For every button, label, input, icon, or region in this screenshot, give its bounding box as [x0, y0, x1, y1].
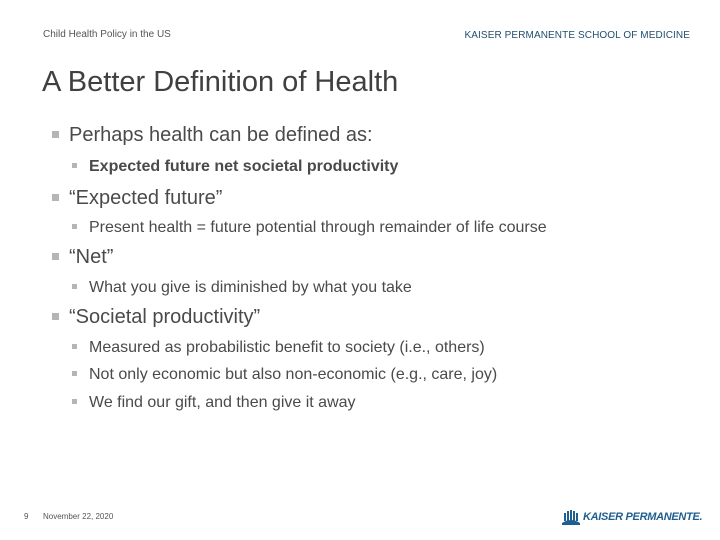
bullet-marker-icon [52, 131, 59, 138]
slide-title: A Better Definition of Health [42, 66, 399, 98]
header-school-name: KAISER PERMANENTE SCHOOL OF MEDICINE [464, 30, 690, 41]
kp-sunburst-icon [562, 509, 580, 525]
bullet-marker-icon [52, 194, 59, 201]
header-course-title: Child Health Policy in the US [43, 29, 171, 40]
bullet-text: What you give is diminished by what you take [89, 279, 412, 296]
bullet-marker-icon [52, 253, 59, 260]
bullet-marker-icon [72, 163, 77, 168]
bullet-marker-icon [72, 371, 77, 376]
bullet-marker-icon [72, 399, 77, 404]
bullet-level2 [72, 158, 398, 176]
bullet-level2 [72, 219, 547, 237]
bullet-text: We find our gift, and then give it away [89, 394, 356, 411]
bullet-level2 [72, 339, 485, 357]
bullet-text: “Net” [69, 246, 114, 268]
bullet-text: Expected future net societal productivity [89, 158, 399, 175]
page-number: 9 [24, 512, 29, 521]
logo-wordmark: KAISER PERMANENTE. [583, 511, 703, 523]
bullet-text: Perhaps health can be defined as: [69, 124, 373, 146]
bullet-text: Measured as probabilistic benefit to society (i.e., others) [89, 339, 485, 356]
bullet-text: Not only economic but also non-economic (e.g., care, joy) [89, 366, 498, 383]
bullet-text: “Expected future” [69, 187, 223, 209]
bullet-level1 [52, 187, 222, 210]
bullet-level1 [52, 246, 113, 269]
bullet-marker-icon [72, 344, 77, 349]
bullet-marker-icon [72, 284, 77, 289]
bullet-level2 [72, 394, 356, 412]
bullet-level1 [52, 124, 373, 147]
bullet-marker-icon [72, 224, 77, 229]
bullet-level2 [72, 366, 497, 384]
bullet-text: Present health = future potential through remainder of life course [89, 219, 547, 236]
bullet-level1 [52, 306, 260, 329]
bullet-marker-icon [52, 313, 59, 320]
kaiser-permanente-logo [562, 506, 702, 528]
bullet-level2 [72, 279, 412, 297]
slide-date: November 22, 2020 [43, 512, 114, 521]
bullet-text: “Societal productivity” [69, 306, 261, 328]
